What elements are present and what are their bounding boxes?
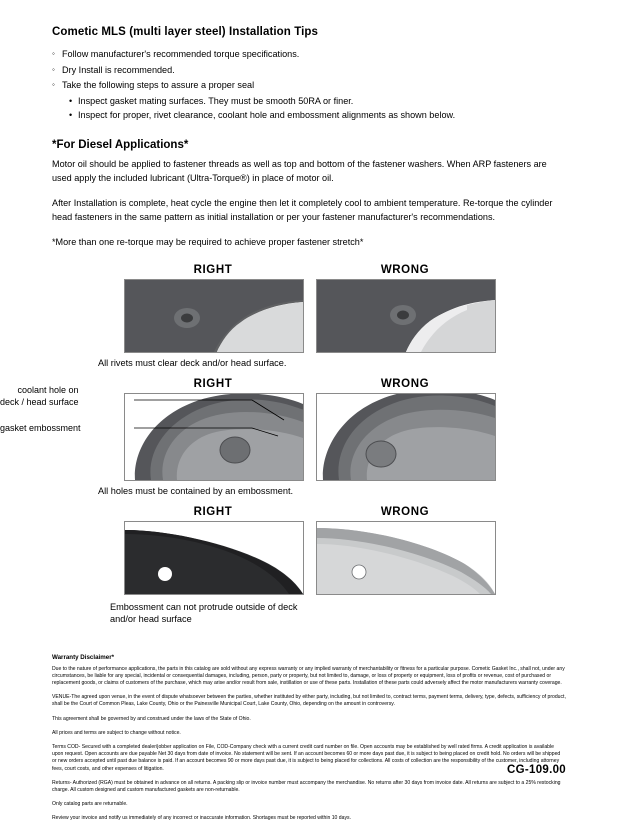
- warranty-paragraph: All prices and terms are subject to change without notice.: [52, 729, 181, 736]
- warranty-heading: Warranty Disclaimer*: [52, 653, 115, 661]
- figure-caption-embossment-line2: and/or head surface: [110, 614, 192, 625]
- circle-bullet-icon: ◦: [52, 64, 55, 74]
- dot-bullet-icon: •: [69, 110, 73, 120]
- installation-tips-list: [52, 47, 566, 93]
- figure-holes-wrong: [316, 378, 494, 481]
- document-number: CG-109.00: [507, 764, 566, 776]
- circle-bullet-icon: ◦: [52, 49, 55, 58]
- figure-image-rivets-wrong: [316, 279, 496, 353]
- figure-caption-holes: All holes must be contained by an embossment.: [98, 485, 294, 496]
- figure-image-holes-wrong: [316, 393, 496, 481]
- annotation-coolant-hole: [0, 384, 79, 408]
- list-item: [69, 108, 566, 123]
- dot-bullet-icon: •: [69, 95, 73, 106]
- figure-rivets-right: [124, 264, 302, 353]
- figure-rivets-wrong: [316, 264, 494, 353]
- figure-caption-embossment-line1: Embossment can not protrude outside of deck: [110, 601, 298, 612]
- figure-embossment-right: [124, 506, 302, 595]
- annotation-gasket-embossment: [0, 422, 81, 434]
- list-item-label: Inspect gasket mating surfaces. They must be smooth 50RA or finer.: [78, 95, 354, 106]
- list-item: [52, 47, 566, 62]
- figure-label-wrong: WRONG: [380, 505, 430, 518]
- figure-embossment-wrong: [316, 506, 494, 595]
- warranty-paragraph: Returns- Authorized (RGA) must be obtained in advance on all returns. A packing slip or invoice number must accompany the merchandise. No returns after 30 days from invoice date. All returns are subject to a 25% restocking charge. All custom designed and custom manufactured gaskets are non-returnable.: [52, 779, 561, 793]
- list-item: [52, 63, 566, 78]
- figures-section: [0, 263, 566, 626]
- list-item-label: Dry Install is recommended.: [62, 64, 175, 75]
- figure-image-holes-right: [124, 393, 304, 481]
- figure-caption-rivets: All rivets must clear deck and/or head surface.: [98, 357, 287, 368]
- figure-label-right: RIGHT: [193, 505, 233, 518]
- figure-image-rivets-right: [124, 279, 304, 353]
- warranty-paragraph: Only catalog parts are returnable.: [52, 801, 128, 808]
- figure-group-holes-wrapper: [0, 377, 566, 481]
- figure-group-holes: [52, 378, 566, 481]
- list-item-label: Take the following steps to assure a proper seal: [62, 80, 255, 90]
- warranty-paragraph: Review your invoice and notify us immediately of any incorrect or inaccurate information. Shortages must be reported within 10 days.: [52, 815, 351, 822]
- figure-holes-right: [124, 378, 302, 481]
- page-title: Cometic MLS (multi layer steel) Installation Tips: [52, 26, 319, 38]
- figure-label-wrong: WRONG: [380, 377, 430, 390]
- warranty-paragraph: VENUE-The agreed upon venue, in the event of dispute whatsoever between the parties, whether instituted by either party, including, but not limited to, contract terms, payment terms, delivery, type, defects, sufficiency of product, shall be the Court of Common Pleas, Lake County, Ohio or the Painesville Municipal Court, Lake County, Ohio, depending on the amount in controversy.: [52, 694, 566, 708]
- annotation-coolant-hole-line1: coolant hole on: [17, 384, 79, 395]
- circle-bullet-icon: ◦: [52, 80, 55, 89]
- installation-tips-sublist: [52, 94, 566, 123]
- warranty-paragraph: Terms COD- Secured with a completed dealer/jobber application on File, COD-Company check with a current credit card number on file. Open accounts may be established by well rated firms. A credit application is available upon request. Open accounts are due payable Net 30 days from date of invoice. No statement will be sent. If an account becomes 60 or more days past due, it is subject to being placed on credit hold. No orders will be shipped or new orders accepted until past due balance is paid. If an account becomes 90 or more days past due, it is subject to being placed for collections. All costs of collection are the responsibility of the customer, including attorney fees, court costs, and other expenses of litigation.: [52, 743, 561, 772]
- diesel-applications-heading: *For Diesel Applications*: [52, 138, 189, 151]
- figure-caption-embossment: [52, 601, 566, 626]
- annotation-coolant-hole-line2: deck / head surface: [0, 396, 79, 407]
- figure-group-embossment: [52, 506, 566, 595]
- figure-label-wrong: WRONG: [380, 263, 430, 276]
- list-item: [69, 94, 566, 109]
- warranty-section: [52, 654, 566, 823]
- diesel-paragraph-1: Motor oil should be applied to fastener threads as well as top and bottom of the fastener washers. When ARP fasteners are used apply the included lubricant (Ultra-Torque®) in place of motor oil.: [52, 158, 547, 183]
- list-item-label: Follow manufacturer's recommended torque specifications.: [62, 49, 300, 59]
- figure-label-right: RIGHT: [193, 263, 233, 276]
- figure-image-embossment-right: [124, 521, 304, 595]
- warranty-paragraph: This agreement shall be governed by and construed under the laws of the State of Ohio.: [52, 715, 251, 722]
- warranty-paragraph: Due to the nature of performance applications, the parts in this catalog are sold without any express warranty or any implied warranty of merchantability or fitness for a particular purpose. Cometic Gasket Inc., shall not, under any circumstances, be liable for any special, incidental or consequential damages, including, person, party or property, but not limited to, damage, or loss of property or equipment, loss of profits or revenue, cost of purchased or replacement goods, or claims of customers of the purchase, which may arise and/or result from sale, instillation or use of these parts. Installation of these parts could adversely affect the motor manufacturers warranty coverage.: [52, 665, 565, 686]
- diesel-paragraph-2: After Installation is complete, heat cycle the engine then let it completely cool to ambient temperature. Re-torque the cylinder head fasteners in the same pattern as initial installation or per your fastener manufacturer's recommendations.: [52, 197, 553, 223]
- figure-group-rivets: [52, 264, 566, 353]
- list-item-label: Inspect for proper, rivet clearance, coolant hole and embossment alignments as shown below.: [78, 110, 456, 120]
- annotation-gasket-embossment-label: gasket embossment: [0, 422, 81, 433]
- diesel-paragraph-3: *More than one re-torque may be required to achieve proper fastener stretch*: [52, 237, 364, 248]
- figure-label-right: RIGHT: [193, 377, 233, 390]
- list-item: [52, 78, 566, 93]
- figure-image-embossment-wrong: [316, 521, 496, 595]
